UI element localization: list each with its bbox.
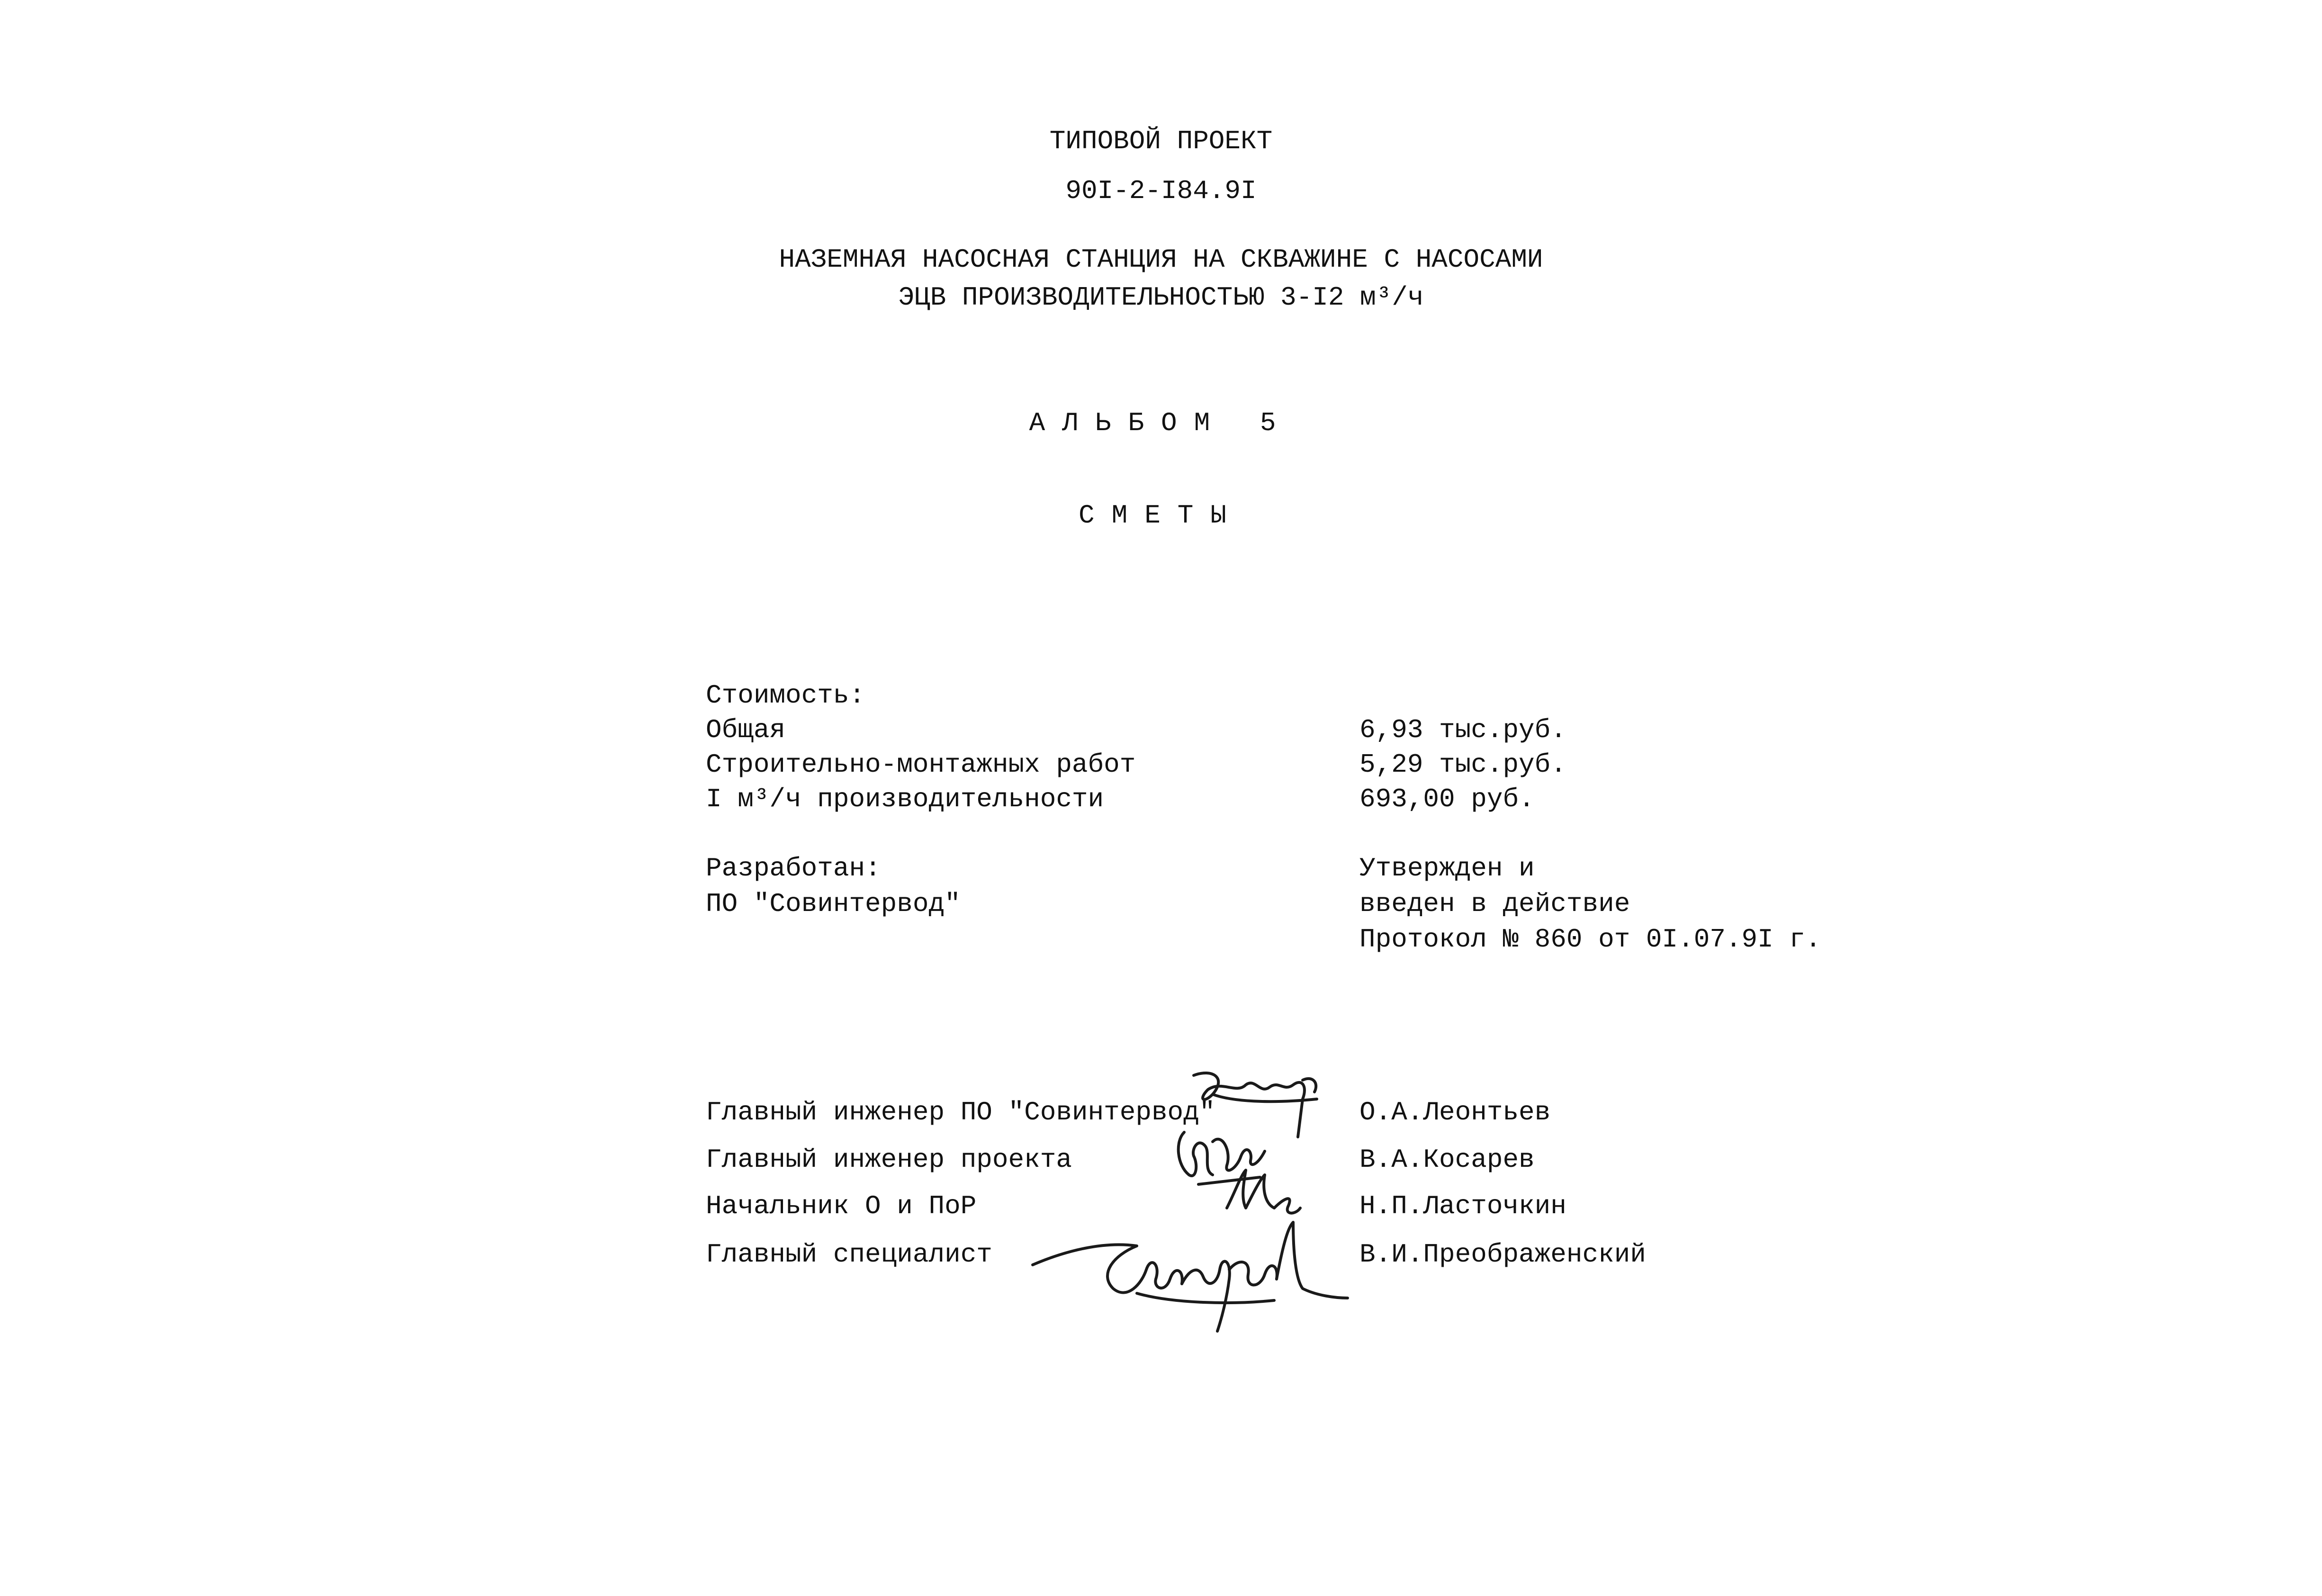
developer-heading: Разработан:: [706, 853, 881, 884]
project-number: 90I-2-I84.9I: [1065, 176, 1257, 206]
project-title-line1: НАЗЕМНАЯ НАСОСНАЯ СТАНЦИЯ НА СКВАЖИНЕ С НАСОСАМИ: [779, 244, 1543, 275]
signatory-name: О.А.Леонтьев: [1359, 1097, 1551, 1127]
doc-type: ТИПОВОЙ ПРОЕКТ: [1049, 126, 1273, 156]
cost-row-label: Строительно-монтажных работ: [706, 749, 1136, 780]
project-title-line2: ЭЦВ ПРОИЗВОДИТЕЛЬНОСТЬЮ 3-I2 м³/ч: [898, 282, 1424, 313]
cost-row-value: 693,00 руб.: [1359, 784, 1535, 814]
approval-protocol: Протокол № 860 от 0I.07.9I г.: [1359, 924, 1821, 955]
signatory-name: В.И.Преображенский: [1359, 1239, 1646, 1270]
signatory-role: Главный инженер ПО "Совинтервод": [706, 1097, 1215, 1127]
approval-line2: введен в действие: [1359, 889, 1630, 919]
cost-row-label: Общая: [706, 715, 786, 745]
signatory-role: Главный инженер проекта: [706, 1145, 1072, 1175]
cost-row-value: 5,29 тыс.руб.: [1359, 749, 1566, 780]
approval-line1: Утвержден и: [1359, 853, 1535, 884]
signature-preobrazhensky: [1028, 1213, 1350, 1341]
cost-heading: Стоимость:: [706, 680, 865, 711]
section-title: СМЕТЫ: [1078, 500, 1244, 531]
album-number: АЛЬБОМ 5: [1029, 408, 1293, 438]
cost-row-label: I м³/ч производительности: [706, 784, 1104, 814]
signatory-name: В.А.Косарев: [1359, 1145, 1535, 1175]
developer-name: ПО "Совинтервод": [706, 889, 961, 919]
signatory-role: Начальник О и ПоР: [706, 1191, 977, 1221]
signatory-name: Н.П.Ласточкин: [1359, 1191, 1566, 1221]
cost-row-value: 6,93 тыс.руб.: [1359, 715, 1566, 745]
signatory-role: Главный специалист: [706, 1239, 992, 1270]
